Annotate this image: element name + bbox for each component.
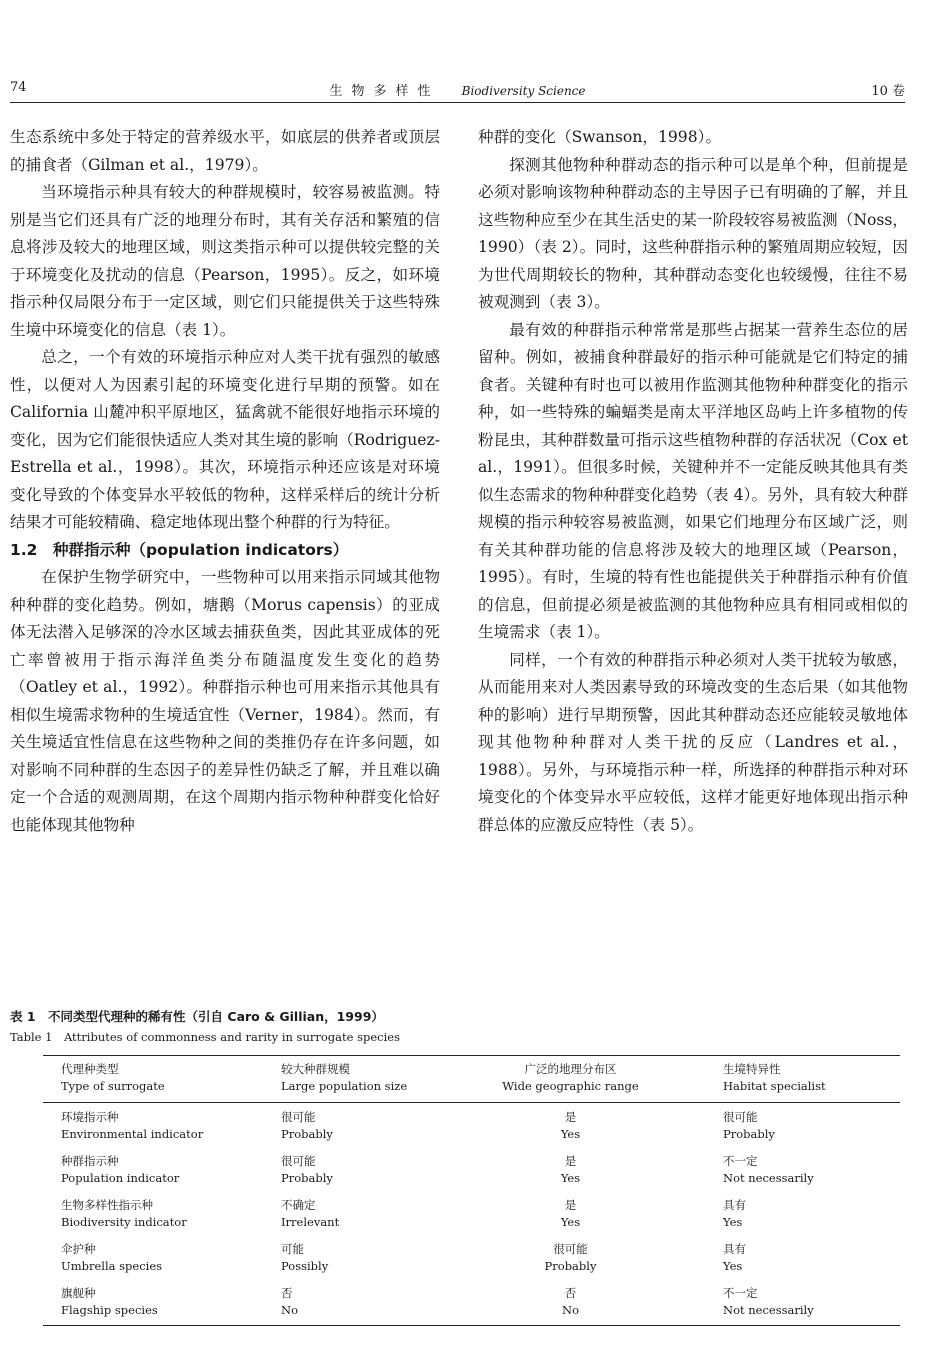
table-cell: 不一定 Not necessarily bbox=[723, 1154, 814, 1185]
table-row bbox=[43, 1149, 900, 1193]
table-cell: 具有 Yes bbox=[723, 1242, 746, 1273]
table-cell: 具有 Yes bbox=[723, 1198, 746, 1229]
table-cell: 很可能 Probably bbox=[281, 1154, 333, 1185]
paragraph: 最有效的种群指示种常常是那些占据某一营养生态位的居留种。例如，被捕食种群最好的指示种可能就是它们特定的捕食者。关键种有时也可以被用作监测其他物种种群变化的指示种，如一些特殊的蝙蝠类是南太平洋地区岛屿上许多植物的传粉昆虫，其种群数量可指示这些植物种群的存活状况（Cox et al.，1991）。但很多时候，关键种并不一定能反映其他具有类似生态需求的物种种群变化趋势（表 4）。另外，具有较大种群规模的指示种较容易被监测，如果它们地理分布区域广泛，则有关其种群功能的信息将涉及较大的地理区域（Pearson，1995）。有时，生境的特有性也能提供关于种群指示种有价值的信息，但前提必须是被监测的其他物种应具有相同或相似的生境需求（表 1）。 bbox=[478, 320, 908, 641]
table-cell: 否 No bbox=[562, 1286, 579, 1317]
paragraph: 探测其他物种种群动态的指示种可以是单个种，但前提是必须对影响该物种种群动态的主导因子已有明确的了解，并且这些物种应至少在其生活史的某一阶段较容易被监测（Noss，1990）（表 2）。同时，这些种群指示种的繁殖周期应较短，因为世代周期较长的物种，其种群动态变化也较缓慢，往往不易被观测到（表 3）。 bbox=[478, 155, 908, 311]
journal-title-cn: 生物多样性 bbox=[329, 84, 440, 99]
table-row bbox=[43, 1281, 900, 1325]
paragraph: 在保护生物学研究中，一些物种可以用来指示同域其他物种种群的变化趋势。例如，塘鹅（Morus capensis）的亚成体无法潜入足够深的冷水区域去捕获鱼类，因此其亚成体的死亡率曾被用于指示海洋鱼类分布随温度发生变化的趋势（Oatley et al.，1992）。种群指示种也可用来指示其他具有相似生境需求物种的生境适宜性（Verner，1984）。然而，有关生境适宜性信息在这些物种之间的类推仍存在许多问题，如对影响不同种群的生态因子的差异性仍缺乏了解，并且难以确定一个合适的观测周期，在这个周期内指示物种种群变化恰好也能体现其他物种 bbox=[10, 568, 440, 834]
column-header: 广泛的地理分布区 Wide geographic range bbox=[502, 1062, 639, 1093]
table-cell: 很可能 Probably bbox=[281, 1110, 333, 1141]
section-heading: 1.2 种群指示种（population indicators） bbox=[10, 540, 349, 559]
table-cell: 种群指示种 Population indicator bbox=[61, 1154, 180, 1185]
table-cell: 伞护种 Umbrella species bbox=[61, 1242, 163, 1273]
table-cell: 不确定 Irrelevant bbox=[281, 1198, 340, 1229]
table-cell: 是 Yes bbox=[560, 1154, 581, 1185]
volume-label: 10 卷 bbox=[871, 84, 905, 99]
table-cell: 否 No bbox=[281, 1286, 298, 1317]
running-header bbox=[10, 74, 905, 103]
page-number: 74 bbox=[10, 80, 27, 95]
table-cell: 环境指示种 Environmental indicator bbox=[61, 1110, 204, 1141]
paragraph: 总之，一个有效的环境指示种应对人类干扰有强烈的敏感性，以便对人为因素引起的环境变化进行早期的预警。如在 California 山麓冲积平原地区，猛禽就不能很好地指示环境的变化，因为它们能很快适应人类对其生境的影响（Rodriguez-Estrella et al.，1998）。其次，环境指示种还应该是对环境变化导致的个体变异水平较低的物种，这样采样后的统计分析结果才可能较精确、稳定地体现出整个种群的行为特征。 bbox=[10, 348, 440, 531]
journal-title bbox=[10, 80, 905, 99]
table-row bbox=[43, 1237, 900, 1281]
table-row bbox=[43, 1105, 900, 1149]
table-caption-en: Table 1 Attributes of commonness and rarity in surrogate species bbox=[10, 1030, 400, 1044]
table-header-row bbox=[43, 1056, 900, 1103]
left-column bbox=[10, 124, 440, 839]
column-header: 代理种类型 Type of surrogate bbox=[61, 1062, 165, 1093]
journal-title-en: Biodiversity Science bbox=[461, 84, 586, 98]
paragraph: 当环境指示种具有较大的种群规模时，较容易被监测。特别是当它们还具有广泛的地理分布时，其有关存活和繁殖的信息将涉及较大的地理区域，则这类指示种可以提供较完整的关于环境变化及扰动的信息（Pearson，1995）。反之，如环境指示种仅局限分布于一定区域，则它们只能提供关于这些特殊生境中环境变化的信息（表 1）。 bbox=[10, 183, 440, 339]
data-table bbox=[43, 1055, 900, 1326]
table-cell: 是 Yes bbox=[560, 1198, 581, 1229]
paragraph: 同样，一个有效的种群指示种必须对人类干扰较为敏感，从而能用来对人类因素导致的环境改变的生态后果（如其他物种的影响）进行早期预警，因此其种群动态还应能较灵敏地体现其他物种种群对人类干扰的反应（Landres et al.，1988）。另外，与环境指示种一样，所选择的种群指示种对环境变化的个体变异水平应较低，这样才能更好地体现出指示种群总体的应激反应特性（表 5）。 bbox=[478, 650, 908, 834]
table-cell: 可能 Possibly bbox=[281, 1242, 329, 1273]
right-column bbox=[478, 124, 908, 839]
table-caption-cn: 表 1 不同类型代理种的稀有性（引自 Caro & Gillian，1999） bbox=[10, 1009, 384, 1024]
table-cell: 旗舰种 Flagship species bbox=[61, 1286, 158, 1317]
column-header: 生境特异性 Habitat specialist bbox=[723, 1062, 826, 1093]
paragraph: 生态系统中多处于特定的营养级水平，如底层的供养者或顶层的捕食者（Gilman et al.，1979）。 bbox=[10, 128, 440, 174]
table-cell: 生物多样性指示种 Biodiversity indicator bbox=[61, 1198, 187, 1229]
table-cell: 很可能 Probably bbox=[723, 1110, 775, 1141]
table-cell: 是 Yes bbox=[560, 1110, 581, 1141]
column-header: 较大种群规模 Large population size bbox=[281, 1062, 408, 1093]
table-row bbox=[43, 1193, 900, 1237]
table-cell: 不一定 Not necessarily bbox=[723, 1286, 814, 1317]
table-cell: 很可能 Probably bbox=[544, 1242, 597, 1273]
paragraph: 种群的变化（Swanson，1998）。 bbox=[478, 128, 722, 146]
table-caption bbox=[10, 1008, 900, 1046]
